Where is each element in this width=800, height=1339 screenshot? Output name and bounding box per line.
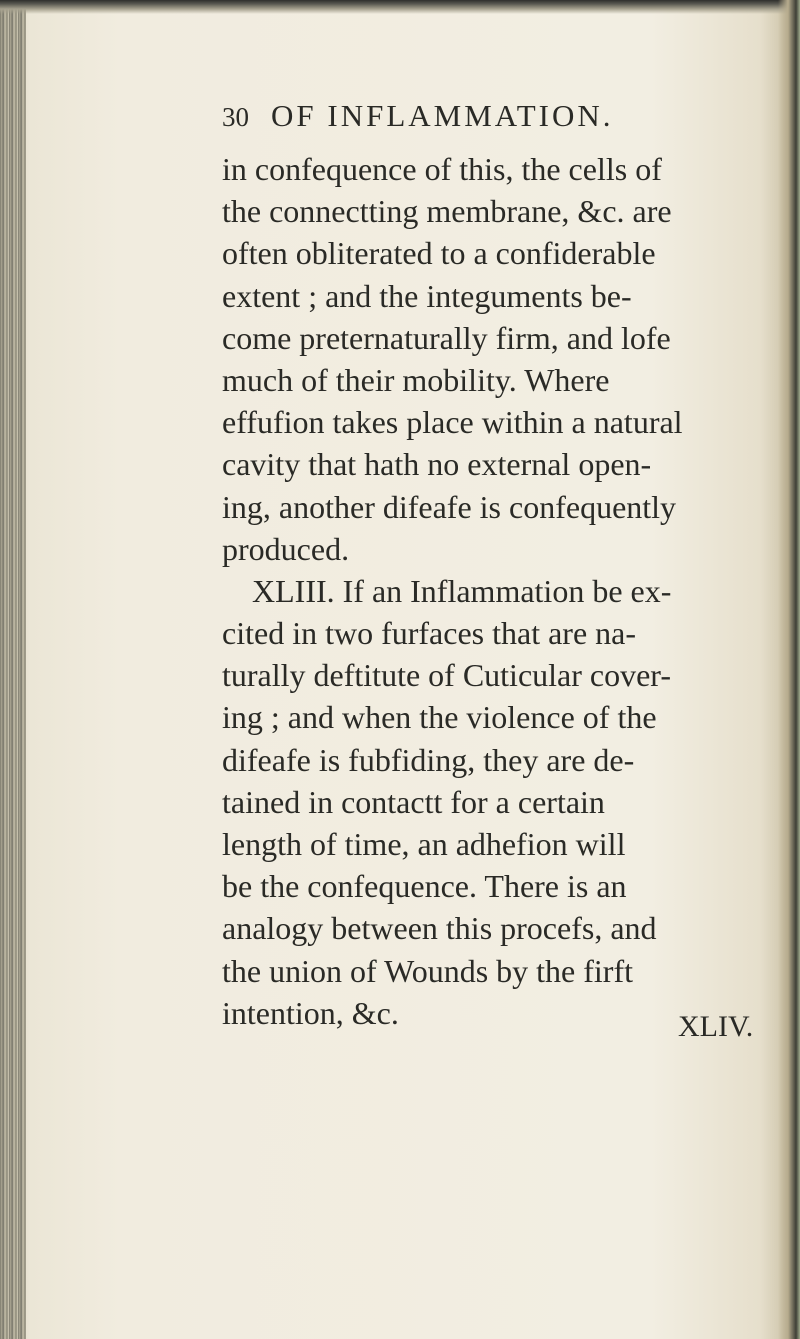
text-line: cavity that hath no external open-: [222, 446, 652, 483]
text-line: cited in two furfaces that are na-: [222, 615, 637, 652]
text-line: often obliterated to a confiderable: [222, 235, 656, 272]
page-right-edge: [778, 0, 800, 1339]
running-header: [222, 98, 767, 148]
text-line: in confequence of this, the cells of: [222, 151, 662, 187]
text-line: the connectting membrane, &c. are: [222, 193, 672, 230]
text-line: be the confequence. There is an: [222, 868, 627, 905]
text-line: analogy between this procefs, and: [222, 910, 657, 947]
section-start-line: XLIII. If an Inflammation be ex-: [252, 572, 672, 609]
text-line: length of time, an adhefion will: [222, 826, 626, 862]
text-line: difeafe is fubfiding, they are de-: [222, 741, 635, 778]
text-line: much of their mobility. Where: [222, 361, 610, 398]
page-top-edge: [0, 0, 800, 14]
text-line: extent ; and the integuments be-: [222, 277, 632, 314]
page-binding-edge: [0, 0, 26, 1339]
text-line: ing ; and when the violence of the: [222, 699, 657, 736]
page-number: 30: [222, 102, 249, 132]
text-line: tained in contactt for a certain: [222, 783, 605, 820]
text-block: [222, 98, 767, 1034]
text-line: ing, another difeafe is confequently: [222, 488, 677, 525]
text-line: effufion takes place within a natural: [222, 404, 683, 441]
text-line: the union of Wounds by the firft: [222, 952, 633, 989]
running-title: OF INFLAMMATION.: [271, 98, 614, 133]
text-line: intention, &c.: [222, 994, 399, 1031]
text-line: turally deftitute of Cuticular cover-: [222, 657, 671, 694]
text-line: come preternaturally firm, and lofe: [222, 319, 671, 356]
text-line: produced.: [222, 530, 350, 567]
catchword: XLIV.: [678, 1010, 754, 1043]
